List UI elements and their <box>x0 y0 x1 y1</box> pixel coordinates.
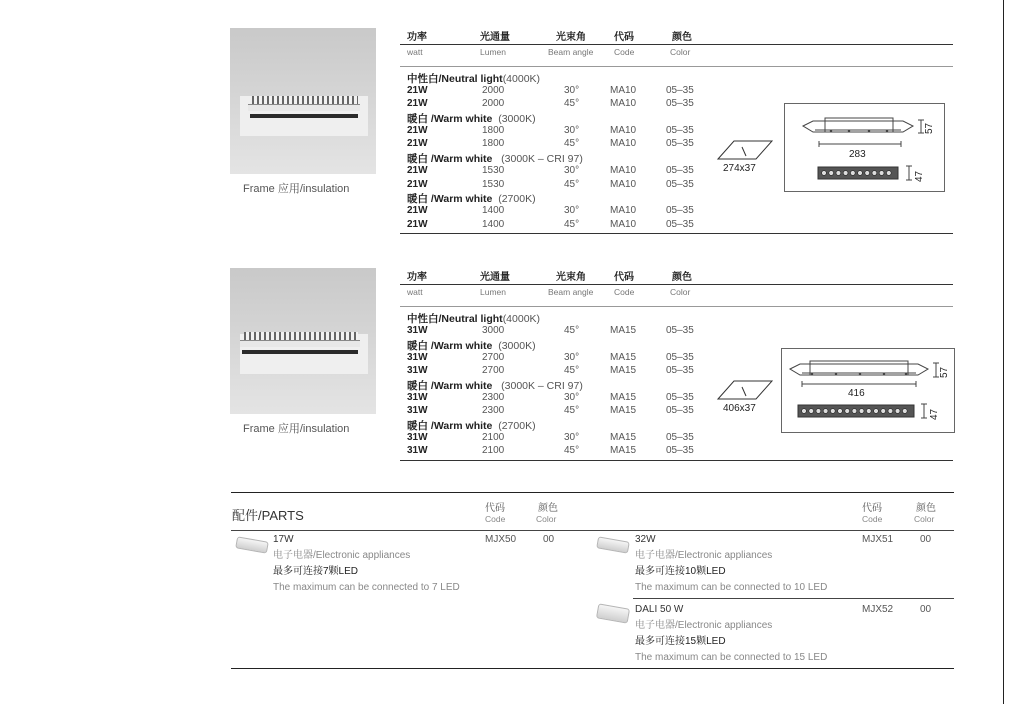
group-en: Neutral light <box>441 73 503 85</box>
cell-code: MA15 <box>610 432 637 443</box>
spec-row <box>400 165 720 177</box>
cell-code: MA10 <box>610 218 637 230</box>
cell-code: MA15 <box>610 405 637 417</box>
parts-color-header: 颜色 <box>916 503 936 514</box>
cell-code: MA10 <box>610 165 637 177</box>
divider <box>231 668 954 669</box>
spec-row <box>400 85 720 97</box>
header-color-en: Color <box>670 47 691 57</box>
group-heading <box>407 193 536 205</box>
spec-row <box>400 352 720 364</box>
part-code: MJX50 <box>485 534 517 545</box>
part-color: 00 <box>920 604 932 615</box>
cell-color: 05–35 <box>666 325 694 336</box>
group-cn: 中性白/ <box>407 73 442 85</box>
header-lumen-en: Lumen <box>480 287 506 297</box>
part-item <box>635 532 827 596</box>
cell-watt: 21W <box>407 178 428 190</box>
header-lumen: 光通量 <box>480 272 510 283</box>
header-lumen: 光通量 <box>480 32 510 43</box>
part-power: 32W <box>635 534 656 545</box>
cell-beam-angle: 45° <box>564 98 580 110</box>
header-beam-en: Beam angle <box>548 287 594 297</box>
cell-lumen: 2700 <box>482 365 505 377</box>
cell-watt: 31W <box>407 391 428 403</box>
cell-watt: 21W <box>407 138 428 150</box>
group-cn: 暖白 / <box>407 113 434 126</box>
part-code: MJX51 <box>862 534 894 545</box>
part-item <box>273 532 460 596</box>
product-photo <box>230 28 376 174</box>
length-dimension: 283 <box>849 149 866 160</box>
cutout-dimension: 274x37 <box>723 163 756 174</box>
page-edge-line <box>1003 0 1004 704</box>
spec-row <box>400 392 720 404</box>
cell-code: MA10 <box>610 125 637 137</box>
divider <box>400 284 953 285</box>
cell-lumen: 2700 <box>482 351 505 363</box>
cutout-icon <box>716 139 776 161</box>
height-dimension: 47 <box>914 170 925 182</box>
group-temperature: (3000K – CRI 97) <box>492 379 583 392</box>
group-en: Warm white <box>433 153 493 166</box>
cell-code: MA10 <box>610 85 637 96</box>
group-en: Warm white <box>433 379 493 392</box>
group-en: Warm white <box>433 339 493 352</box>
spec-row <box>400 179 720 191</box>
spec-row <box>400 138 720 150</box>
cell-beam-angle: 30° <box>564 205 580 217</box>
cell-watt: 21W <box>407 218 428 230</box>
length-dimension: 416 <box>848 388 865 399</box>
cell-beam-angle: 30° <box>564 391 580 403</box>
driver-icon <box>596 603 630 623</box>
group-temperature: (2700K) <box>492 193 536 206</box>
cell-code: MA10 <box>610 178 637 190</box>
header-lumen-en: Lumen <box>480 47 506 57</box>
cell-color: 05–35 <box>666 178 694 190</box>
spec-row <box>400 432 720 444</box>
spec-row <box>400 365 720 377</box>
cell-lumen: 2000 <box>482 85 505 96</box>
cell-color: 05–35 <box>666 351 694 363</box>
cell-color: 05–35 <box>666 98 694 110</box>
group-heading <box>407 340 536 352</box>
divider <box>400 44 953 45</box>
divider <box>633 598 954 599</box>
cutout-icon <box>716 379 776 401</box>
cell-watt: 31W <box>407 351 428 363</box>
cell-color: 05–35 <box>666 218 694 230</box>
part-item <box>635 602 827 666</box>
divider <box>400 460 953 461</box>
part-color: 00 <box>543 534 555 545</box>
part-max-en: The maximum can be connected to 7 LED <box>273 582 460 593</box>
part-power: 17W <box>273 534 294 545</box>
spec-row <box>400 219 720 231</box>
cell-watt: 31W <box>407 405 428 417</box>
group-temperature: (4000K) <box>502 73 541 85</box>
header-code: 代码 <box>614 32 634 43</box>
cell-watt: 31W <box>407 432 428 443</box>
cell-color: 05–35 <box>666 432 694 443</box>
cell-lumen: 1530 <box>482 178 505 190</box>
group-heading <box>407 380 583 392</box>
group-heading <box>407 73 540 85</box>
cell-color: 05–35 <box>666 138 694 150</box>
cell-beam-angle: 45° <box>564 138 580 150</box>
cell-code: MA10 <box>610 98 637 110</box>
parts-code-header: 代码 <box>485 503 505 514</box>
cutout-dimension: 406x37 <box>723 403 756 414</box>
cell-color: 05–35 <box>666 445 694 457</box>
parts-color-header-en: Color <box>914 514 935 524</box>
cell-watt: 31W <box>407 365 428 377</box>
cell-code: MA10 <box>610 205 637 217</box>
header-color: 颜色 <box>672 32 692 43</box>
cell-code: MA15 <box>610 391 637 403</box>
parts-code-header-en: Code <box>862 514 883 524</box>
group-cn: 暖白 / <box>407 379 434 392</box>
part-max-en: The maximum can be connected to 10 LED <box>635 582 828 593</box>
cell-lumen: 1530 <box>482 165 505 177</box>
header-beam-en: Beam angle <box>548 47 594 57</box>
cell-lumen: 2100 <box>482 445 505 457</box>
part-max-en: The maximum can be connected to 15 LED <box>635 652 828 663</box>
cell-code: MA15 <box>610 365 637 377</box>
group-en: Neutral light <box>441 313 503 325</box>
cell-beam-angle: 45° <box>564 218 580 230</box>
parts-code-header: 代码 <box>862 503 882 514</box>
group-heading <box>407 113 536 125</box>
part-max-cn: 最多可连接10颗LED <box>635 566 726 577</box>
height-dimension: 57 <box>924 122 935 134</box>
group-cn: 暖白 / <box>407 193 434 206</box>
cell-beam-angle: 30° <box>564 165 580 177</box>
header-color-en: Color <box>670 287 691 297</box>
cell-color: 05–35 <box>666 405 694 417</box>
cell-lumen: 3000 <box>482 325 505 336</box>
cell-code: MA15 <box>610 351 637 363</box>
group-temperature: (4000K) <box>502 313 541 325</box>
cell-beam-angle: 45° <box>564 445 580 457</box>
divider <box>231 492 954 493</box>
header-power: 功率 <box>407 32 427 43</box>
parts-code-header-en: Code <box>485 514 506 524</box>
cell-lumen: 2100 <box>482 432 505 443</box>
header-code-en: Code <box>614 47 635 57</box>
cell-lumen: 2000 <box>482 98 505 110</box>
parts-title: 配件/PARTS <box>232 508 304 523</box>
cell-code: MA15 <box>610 445 637 457</box>
group-en: Warm white <box>433 113 493 126</box>
group-en: Warm white <box>433 193 493 206</box>
group-heading <box>407 420 536 432</box>
cell-color: 05–35 <box>666 85 694 96</box>
cell-color: 05–35 <box>666 125 694 137</box>
spec-row <box>400 98 720 110</box>
product-caption: Frame 应用/insulation <box>243 183 350 195</box>
cell-beam-angle: 30° <box>564 125 580 137</box>
driver-icon <box>596 536 630 553</box>
part-code: MJX52 <box>862 604 894 615</box>
cell-watt: 21W <box>407 98 428 110</box>
divider <box>400 66 953 67</box>
cell-beam-angle: 30° <box>564 432 580 443</box>
cell-watt: 21W <box>407 85 428 96</box>
cell-color: 05–35 <box>666 391 694 403</box>
header-code: 代码 <box>614 272 634 283</box>
cell-beam-angle: 30° <box>564 351 580 363</box>
group-cn: 暖白 / <box>407 420 434 432</box>
group-temperature: (3000K) <box>492 113 536 126</box>
cell-color: 05–35 <box>666 165 694 177</box>
part-power: DALI 50 W <box>635 604 684 615</box>
header-power-en: watt <box>407 287 423 297</box>
cell-beam-angle: 30° <box>564 85 580 96</box>
group-cn: 暖白 / <box>407 339 434 352</box>
header-color: 颜色 <box>672 272 692 283</box>
product-caption: Frame 应用/insulation <box>243 423 350 435</box>
part-desc: 电子电器/Electronic appliances <box>273 550 411 561</box>
header-power-en: watt <box>407 47 423 57</box>
part-max-cn: 最多可连接7颗LED <box>273 566 359 577</box>
divider <box>400 233 953 234</box>
cell-code: MA10 <box>610 138 637 150</box>
driver-icon <box>235 536 269 553</box>
cell-lumen: 2300 <box>482 405 505 417</box>
header-power: 功率 <box>407 272 427 283</box>
group-temperature: (3000K – CRI 97) <box>492 153 583 166</box>
dimension-drawing <box>781 348 955 433</box>
cell-beam-angle: 45° <box>564 178 580 190</box>
divider <box>400 306 953 307</box>
cell-watt: 21W <box>407 205 428 217</box>
group-heading <box>407 313 540 325</box>
product-photo <box>230 268 376 414</box>
cell-beam-angle: 45° <box>564 405 580 417</box>
cell-watt: 31W <box>407 445 428 457</box>
group-cn: 中性白/ <box>407 313 442 325</box>
height-dimension: 47 <box>929 408 940 420</box>
header-beam: 光束角 <box>556 32 586 43</box>
parts-color-header-en: Color <box>536 514 557 524</box>
part-color: 00 <box>920 534 932 545</box>
cell-beam-angle: 45° <box>564 325 580 336</box>
cell-watt: 31W <box>407 325 428 336</box>
parts-color-header: 颜色 <box>538 503 558 514</box>
cell-color: 05–35 <box>666 205 694 217</box>
spec-row <box>400 325 720 337</box>
part-desc: 电子电器/Electronic appliances <box>635 550 773 561</box>
cell-lumen: 1800 <box>482 125 505 137</box>
header-beam: 光束角 <box>556 272 586 283</box>
spec-row <box>400 205 720 217</box>
cell-beam-angle: 45° <box>564 365 580 377</box>
group-en: Warm white <box>433 420 493 432</box>
cell-lumen: 2300 <box>482 391 505 403</box>
cell-watt: 21W <box>407 125 428 137</box>
group-cn: 暖白 / <box>407 153 434 166</box>
spec-row <box>400 405 720 417</box>
part-desc: 电子电器/Electronic appliances <box>635 620 773 631</box>
group-temperature: (2700K) <box>492 420 536 432</box>
dimension-drawing <box>784 103 945 192</box>
cell-lumen: 1800 <box>482 138 505 150</box>
divider <box>231 530 954 531</box>
spec-row <box>400 445 720 457</box>
cell-color: 05–35 <box>666 365 694 377</box>
height-dimension: 57 <box>939 366 950 378</box>
header-code-en: Code <box>614 287 635 297</box>
cell-lumen: 1400 <box>482 205 505 217</box>
spec-row <box>400 125 720 137</box>
group-temperature: (3000K) <box>492 339 536 352</box>
cell-lumen: 1400 <box>482 218 505 230</box>
cell-watt: 21W <box>407 165 428 177</box>
group-heading <box>407 153 583 165</box>
part-max-cn: 最多可连接15颗LED <box>635 636 726 647</box>
cell-code: MA15 <box>610 325 637 336</box>
